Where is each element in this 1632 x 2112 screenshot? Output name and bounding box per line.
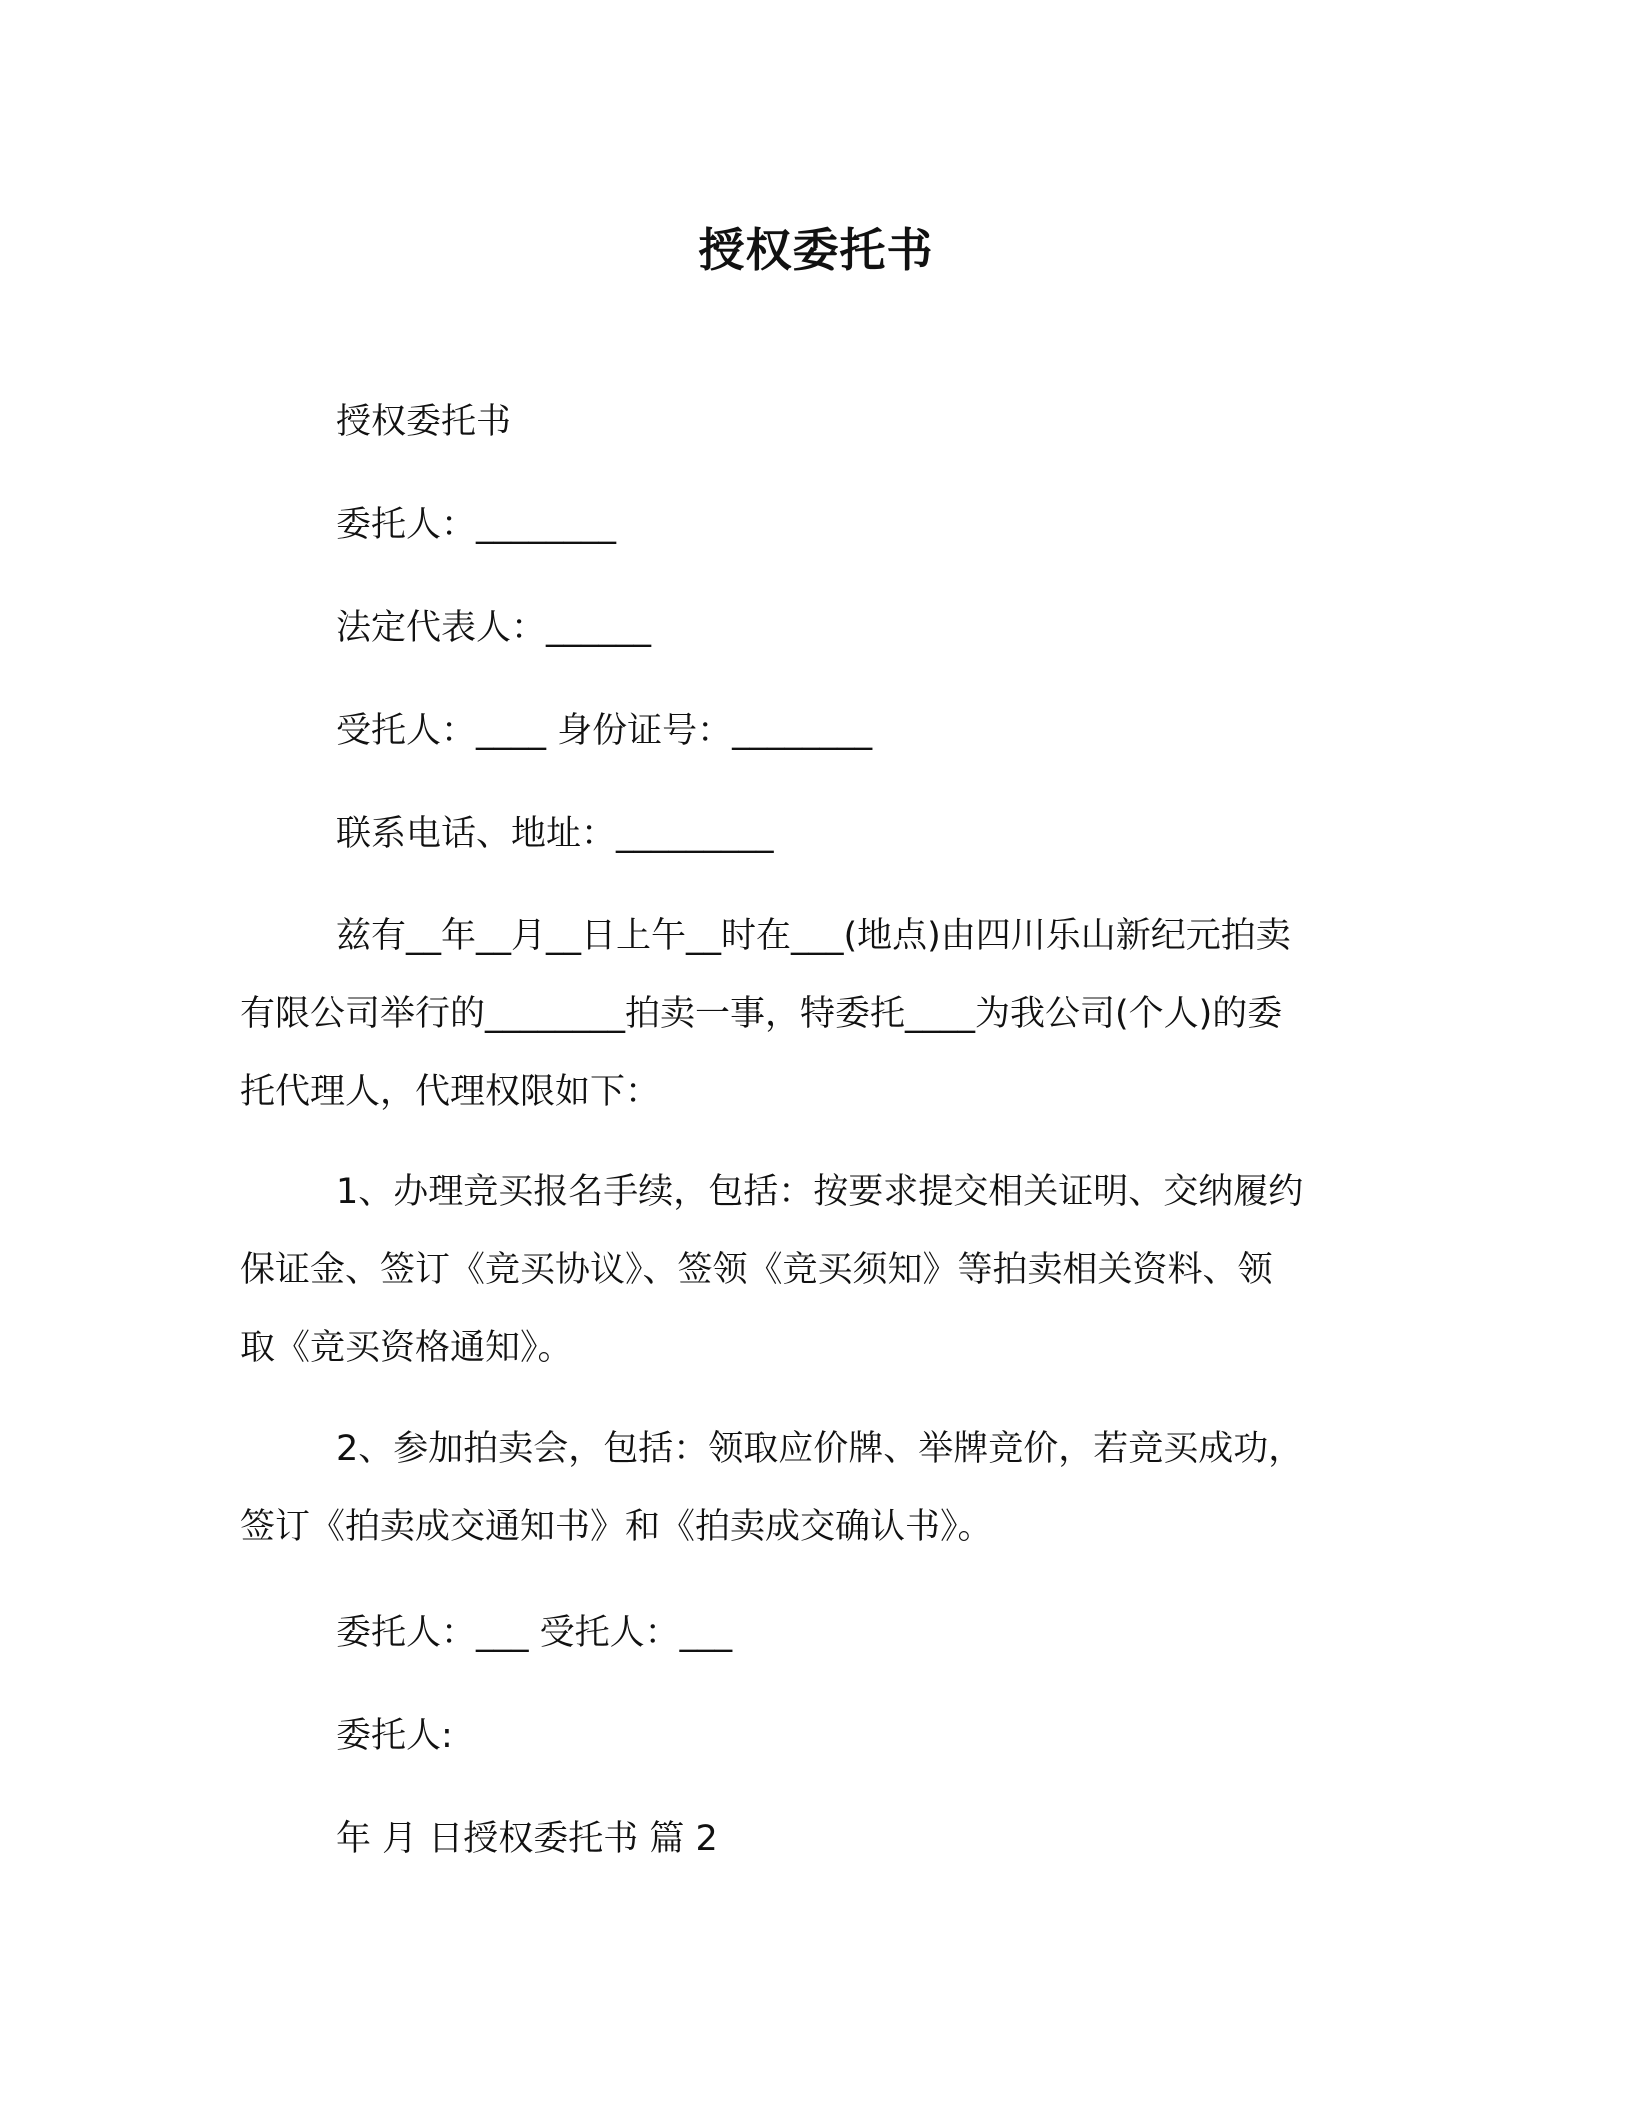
principal-line: 委托人：________ bbox=[336, 505, 617, 545]
subtitle-line: 授权委托书 bbox=[336, 402, 512, 442]
signature-pair-line: 委托人：___ 受托人：___ bbox=[336, 1613, 733, 1653]
agent-id-line: 受托人：____ 身份证号：________ bbox=[336, 711, 873, 751]
intro-paragraph bbox=[240, 897, 1390, 1131]
item-one-row: 保证金、签订《竞买协议》、签领《竞买须知》等拍卖相关资料、领 bbox=[240, 1250, 1273, 1290]
item-two-row: 签订《拍卖成交通知书》和《拍卖成交确认书》。 bbox=[240, 1507, 993, 1547]
item-two-paragraph bbox=[240, 1410, 1390, 1566]
item-one-row: 取《竞买资格通知》。 bbox=[240, 1328, 573, 1368]
principal-signature-line: 委托人: bbox=[336, 1716, 453, 1756]
item-two-row: 2、参加拍卖会，包括：领取应价牌、举牌竞价，若竞买成功， bbox=[336, 1429, 1304, 1469]
contact-address-line: 联系电话、地址：_________ bbox=[336, 814, 774, 854]
document-title: 授权委托书 bbox=[698, 223, 934, 277]
intro-paragraph-row: 托代理人，代理权限如下： bbox=[240, 1072, 661, 1112]
legal-representative-line: 法定代表人：______ bbox=[336, 608, 652, 648]
item-one-paragraph bbox=[240, 1153, 1390, 1387]
item-one-row: 1、办理竞买报名手续，包括：按要求提交相关证明、交纳履约 bbox=[336, 1172, 1304, 1212]
date-and-next-title-line: 年 月 日授权委托书 篇 2 bbox=[336, 1819, 718, 1859]
intro-paragraph-row: 兹有__年__月__日上午__时在___(地点)由四川乐山新纪元拍卖 bbox=[336, 916, 1291, 956]
intro-paragraph-row: 有限公司举行的________拍卖一事，特委托____为我公司(个人)的委 bbox=[240, 994, 1283, 1034]
